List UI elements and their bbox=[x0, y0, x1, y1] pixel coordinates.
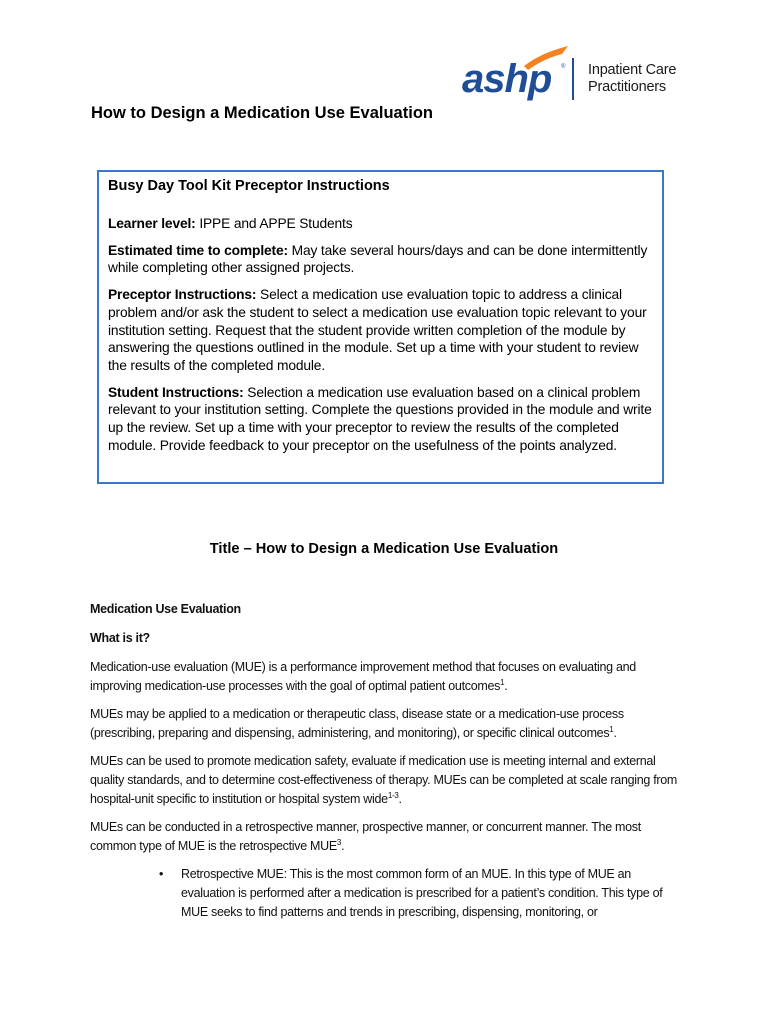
paragraph-3: MUEs can be used to promote medication safety, evaluate if medication use is meeting internal and external quality standards, and to determine cost-effectiveness of therapy. MUEs can be completed at scale ranging from hospital-unit specific to institution or hospital system wide$^{1-3}$. bbox=[90, 754, 678, 806]
preceptor-instructions bbox=[108, 286, 653, 375]
logo-wordmark: ashp bbox=[462, 57, 552, 101]
preceptor-instructions-label: Preceptor Instructions: bbox=[108, 287, 257, 303]
ashp-logo bbox=[462, 44, 680, 106]
document-title: How to Design a Medication Use Evaluation bbox=[91, 104, 433, 122]
preceptor-instructions-box bbox=[97, 170, 664, 484]
document-body bbox=[90, 600, 680, 922]
estimated-time bbox=[108, 242, 653, 277]
learner-level bbox=[108, 215, 653, 233]
svg-text:®: ® bbox=[561, 64, 566, 70]
paragraph-2: MUEs may be applied to a medication or therapeutic class, disease state or a medication-use process (prescribing, preparing and dispensing, administering, and monitoring), or specific clinical outcomes$^1$. bbox=[90, 707, 624, 740]
learner-level-label: Learner level: bbox=[108, 216, 196, 231]
paragraph-1: Medication-use evaluation (MUE) is a performance improvement method that focuses on evaluating and improving medication-use processes with the goal of optimal patient outcomes$^1$. bbox=[90, 660, 636, 693]
logo-divider bbox=[572, 58, 574, 100]
estimated-time-label: Estimated time to complete: bbox=[108, 242, 288, 258]
heading-medication-use-evaluation: Medication Use Evaluation bbox=[90, 602, 241, 616]
logo-org-line2: Practitioners bbox=[588, 79, 666, 95]
bullet-text: Retrospective MUE: This is the most common form of an MUE. In this type of MUE an evaluation is performed after a medication is prescribed for a patient’s condition. This type of MUE seeks to find patterns and trends in prescribing, dispensing, monitoring, or bbox=[181, 867, 663, 919]
box-title: Busy Day Tool Kit Preceptor Instructions bbox=[108, 178, 390, 194]
preceptor-instructions-value: Select a medication use evaluation topic to address a clinical problem and/or ask the student to select a medication use evaluation topic relevant to your institution setting. Request that the student provide written completion of the module by answering the questions outlined in the module. Set up a time with your student to review the results of the completed module. bbox=[108, 287, 647, 373]
estimated-time-value: May take several hours/days and can be done intermittently while completing other assigned projects. bbox=[108, 242, 648, 276]
ashp-logo-mark bbox=[462, 44, 572, 106]
paragraph-4: MUEs can be conducted in a retrospective manner, prospective manner, or concurrent manner. The most common type of MUE is the retrospective MUE$^3$. bbox=[90, 820, 641, 853]
bullet-icon: • bbox=[159, 867, 164, 881]
learner-level-value: IPPE and APPE Students bbox=[195, 216, 353, 231]
student-instructions bbox=[108, 384, 653, 455]
section-title: Title – How to Design a Medication Use Evaluation bbox=[209, 541, 559, 557]
logo-org-name bbox=[588, 62, 676, 96]
student-instructions-label: Student Instructions: bbox=[108, 384, 244, 400]
heading-what-is-it: What is it? bbox=[90, 631, 150, 645]
mue-types-list bbox=[90, 865, 680, 922]
logo-org-line1: Inpatient Care bbox=[588, 62, 677, 78]
student-instructions-value: Selection a medication use evaluation based on a clinical problem relevant to your institution setting. Complete the questions provided in the module and write up the review. Set up a time with your preceptor to review the results of the completed module. Provide feedback to your preceptor on the usefulness of the points analyzed. bbox=[108, 384, 652, 453]
list-item bbox=[90, 865, 680, 922]
